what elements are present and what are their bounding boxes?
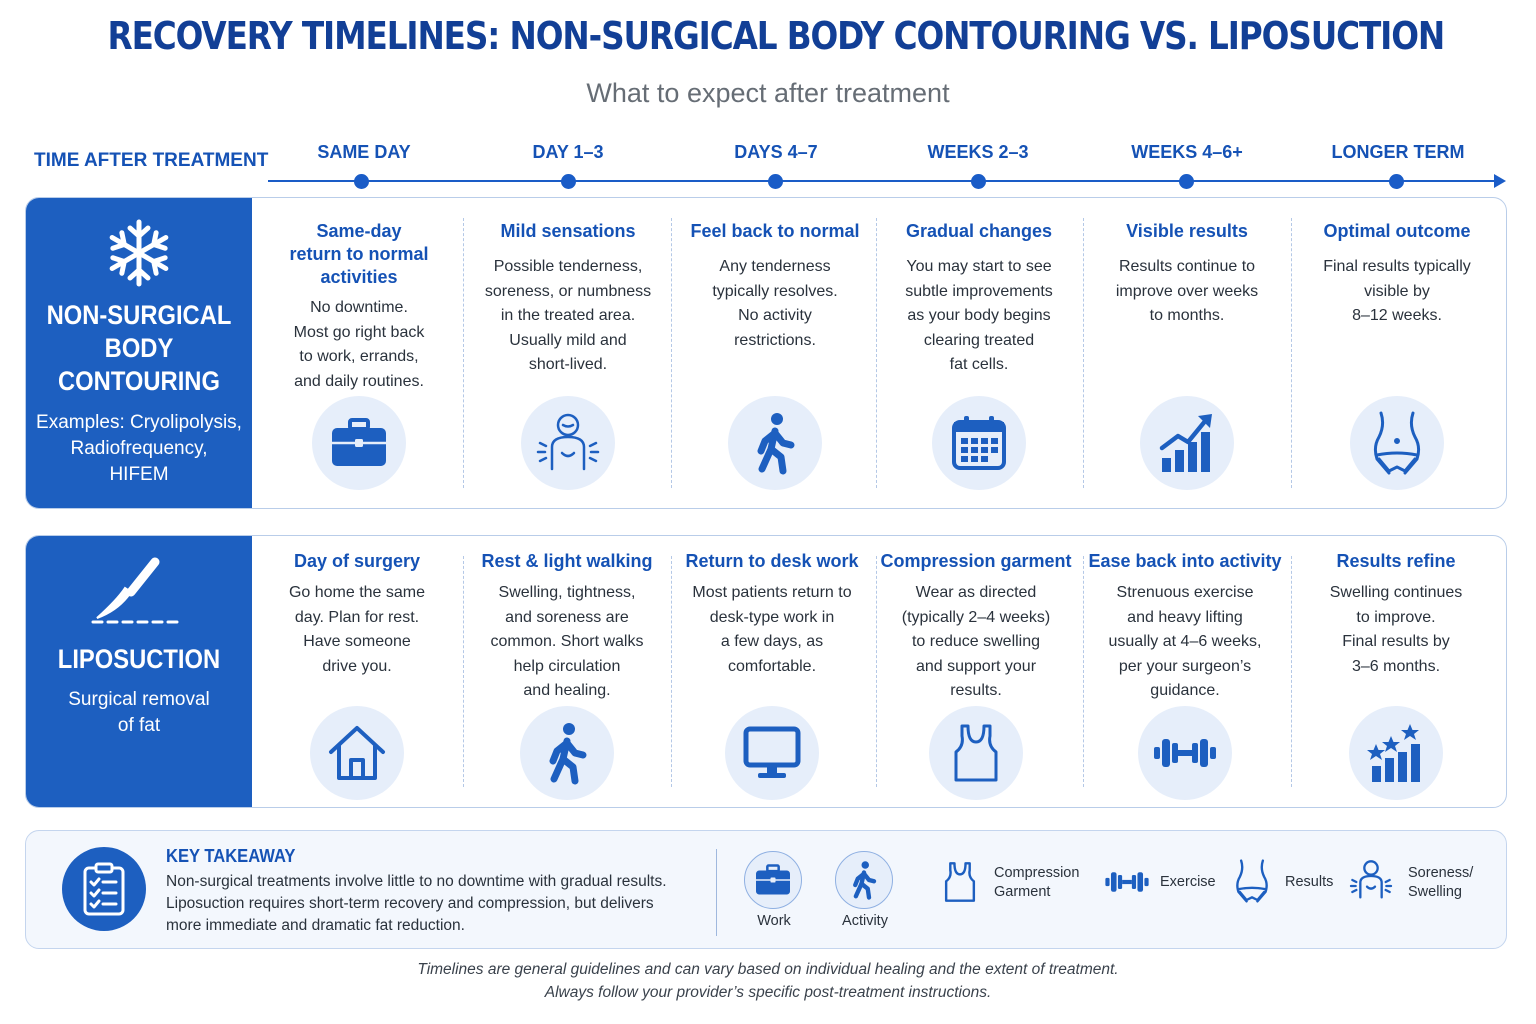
timeline-dot: [971, 174, 986, 189]
legend-compression-garment-label: Compression Garment: [994, 865, 1080, 900]
liposuction-side-header: [26, 536, 252, 807]
cell-heading: Visible results: [1126, 221, 1248, 241]
liposuction-subtitle: Surgical removal of fat: [68, 689, 210, 736]
key-takeaway-box: [25, 830, 1507, 949]
time-axis-label: TIME AFTER TREATMENT: [34, 150, 269, 171]
legend-activity-label: Activity: [842, 913, 888, 929]
walking-person-icon: [520, 706, 614, 800]
cell-description: Most patients return to desk-type work in a few days, as comfortable.: [692, 584, 852, 675]
timeline-label-weeks-2-3: WEEKS 2–3: [927, 142, 1029, 162]
liposuction-cell-weeks-4-6: [1081, 536, 1289, 807]
non-surgical-panel: [25, 197, 1507, 509]
calendar-icon: [932, 396, 1026, 490]
key-takeaway-text: Non-surgical treatments involve little to no downtime with gradual results. Liposuction requires short-term recovery and compression, but delivers more immediate and dramatic fat reduction.: [166, 873, 667, 934]
legend-results-label: Results: [1285, 874, 1334, 890]
cell-description: Wear as directed (typically 2–4 weeks) to reduce swelling and support your results.: [901, 584, 1051, 699]
timeline-label-same-day: SAME DAY: [317, 142, 411, 162]
non-surgical-title: NON-SURGICAL BODY CONTOURING: [46, 300, 232, 396]
non-surgical-cell-same-day: [255, 198, 463, 508]
timeline-dot: [1389, 174, 1404, 189]
page-title: RECOVERY TIMELINES: NON-SURGICAL BODY CONTOURING VS. LIPOSUCTION: [107, 14, 1445, 58]
scalpel-icon: [26, 552, 252, 633]
timeline-dot: [561, 174, 576, 189]
non-surgical-cell-weeks-2-3: [875, 198, 1083, 508]
non-surgical-examples: Examples: Cryolipolysis, Radiofrequency, HIFEM: [36, 412, 242, 485]
cell-heading: Gradual changes: [905, 221, 1053, 241]
cell-heading: Feel back to normal: [690, 221, 860, 241]
walking-person-icon: [728, 396, 822, 490]
cell-description: Possible tenderness, soreness, or numbness in the treated area. Usually mild and short-lived.: [484, 258, 652, 373]
timeline-axis: [268, 180, 1496, 182]
legend-work-icon: [744, 851, 802, 909]
footnote-line-1: Timelines are general guidelines and can vary based on individual healing and the extent of treatment.: [417, 961, 1119, 978]
liposuction-title: LIPOSUCTION: [57, 644, 221, 674]
cell-heading: Optimal outcome: [1323, 221, 1471, 241]
cell-heading: Rest & light walking: [481, 551, 653, 571]
non-surgical-cell-day-1-3: [464, 198, 672, 508]
legend-exercise-label: Exercise: [1160, 874, 1216, 890]
snowflake-icon: [26, 218, 252, 293]
rising-chart-icon: [1140, 396, 1234, 490]
house-icon: [310, 706, 404, 800]
dumbbell-icon: [1138, 706, 1232, 800]
cell-description: You may start to see subtle improvements as your body begins clearing treated fat cells.: [905, 258, 1053, 373]
soreness-icon: [521, 396, 615, 490]
cell-description: No downtime. Most go right back to work, errands, and daily routines.: [293, 299, 425, 390]
timeline-dot: [1179, 174, 1194, 189]
key-takeaway-title: KEY TAKEAWAY: [166, 846, 296, 866]
clipboard-checklist-icon: [62, 847, 146, 931]
legend-soreness-icon: [1346, 855, 1396, 905]
timeline-arrow-icon: [1494, 174, 1506, 188]
legend-work-label: Work: [757, 913, 791, 929]
timeline-dot: [768, 174, 783, 189]
legend-soreness-label: Soreness/ Swelling: [1408, 865, 1474, 900]
cell-heading: Results refine: [1336, 551, 1456, 571]
briefcase-icon: [312, 396, 406, 490]
non-surgical-cell-longer-term: [1293, 198, 1501, 508]
non-surgical-cell-weeks-4-6: [1083, 198, 1291, 508]
timeline-label-day-1-3: DAY 1–3: [532, 142, 604, 162]
cell-heading: Compression garment: [880, 551, 1072, 571]
liposuction-panel: [25, 535, 1507, 808]
page-subtitle: What to expect after treatment: [586, 78, 950, 108]
cell-heading: Ease back into activity: [1088, 551, 1282, 571]
non-surgical-cell-days-4-7: [671, 198, 879, 508]
liposuction-cell-same-day: [253, 536, 461, 807]
liposuction-cell-longer-term: [1292, 536, 1500, 807]
footnote-line-2: Always follow your provider’s specific post-treatment instructions.: [544, 984, 992, 1001]
liposuction-cell-days-4-7: [668, 536, 876, 807]
liposuction-cell-day-1-3: [463, 536, 671, 807]
cell-description: Strenuous exercise and heavy lifting usually at 4–6 weeks, per your surgeon’s guidance.: [1108, 584, 1262, 699]
cell-heading: Return to desk work: [685, 551, 859, 571]
key-divider: [716, 849, 717, 936]
cell-description: Results continue to improve over weeks to months.: [1115, 258, 1259, 324]
timeline-label-weeks-4-6: WEEKS 4–6+: [1131, 142, 1243, 162]
cell-heading: Same-day return to normal activities: [289, 221, 429, 287]
compression-garment-icon: [929, 706, 1023, 800]
cell-description: Swelling, tightness, and soreness are common. Short walks help circulation and healing.: [490, 584, 644, 699]
cell-heading: Day of surgery: [293, 551, 421, 571]
timeline-label-longer-term: LONGER TERM: [1331, 142, 1465, 162]
timeline-dot: [354, 174, 369, 189]
stars-chart-icon: [1349, 706, 1443, 800]
cell-description: Any tenderness typically resolves. No activity restrictions.: [712, 258, 838, 349]
cell-heading: Mild sensations: [500, 221, 636, 241]
legend-exercise-icon: [1104, 867, 1150, 897]
cell-description: Swelling continues to improve. Final results by 3–6 months.: [1329, 584, 1463, 675]
non-surgical-side-header: [26, 198, 252, 508]
legend-activity-icon: [835, 851, 893, 909]
waist-icon: [1350, 396, 1444, 490]
monitor-icon: [725, 706, 819, 800]
legend-results-icon: [1232, 857, 1272, 905]
liposuction-cell-weeks-2-3: [872, 536, 1080, 807]
cell-description: Go home the same day. Plan for rest. Have someone drive you.: [288, 584, 426, 675]
legend-compression-garment-icon: [940, 859, 980, 905]
timeline-label-days-4-7: DAYS 4–7: [734, 142, 818, 162]
cell-description: Final results typically visible by 8–12 weeks.: [1323, 258, 1471, 324]
